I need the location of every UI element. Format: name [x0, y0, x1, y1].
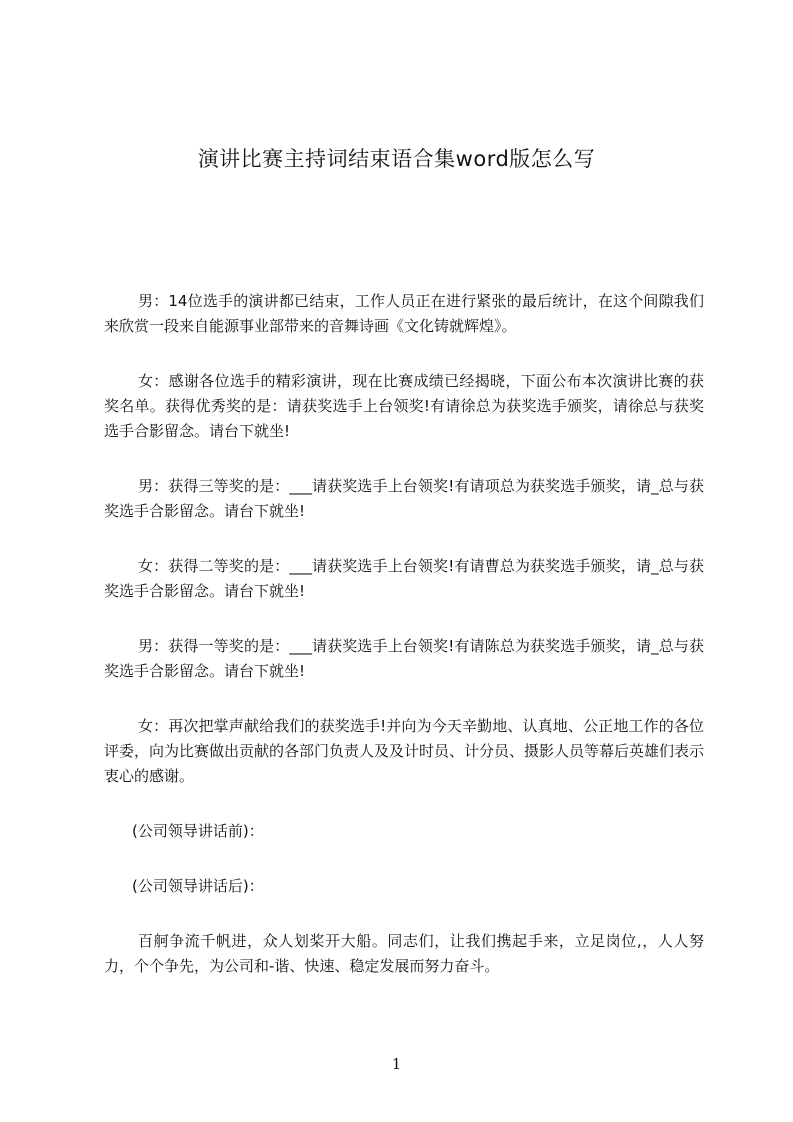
- paragraph-4: 女：获得二等奖的是：___请获奖选手上台领奖!有请曹总为获奖选手颁奖，请_总与获奖选手合影留念。请台下就坐!: [104, 557, 704, 600]
- document-body: [104, 289, 704, 1009]
- document-title: 演讲比赛主持词结束语合集word版怎么写: [197, 147, 596, 171]
- paragraph-8: (公司领导讲话后)：: [132, 877, 264, 895]
- paragraph-3: 男：获得三等奖的是：___请获奖选手上台领奖!有请项总为获奖选手颁奖，请_总与获奖选手合影留念。请台下就坐!: [104, 477, 704, 520]
- page-number: 1: [391, 1055, 402, 1073]
- paragraph-2: 女：感谢各位选手的精彩演讲，现在比赛成绩已经揭晓，下面公布本次演讲比赛的获奖名单。获得优秀奖的是：请获奖选手上台领奖!有请徐总为获奖选手颁奖，请徐总与获奖选手合影留念。请台下就坐!: [104, 372, 704, 440]
- paragraph-1: 男：14位选手的演讲都已结束，工作人员正在进行紧张的最后统计，在这个间隙我们来欣赏一段来自能源事业部带来的音舞诗画《文化铸就辉煌》。: [104, 292, 704, 335]
- paragraph-5: 男：获得一等奖的是：___请获奖选手上台领奖!有请陈总为获奖选手颁奖，请_总与获奖选手合影留念。请台下就坐!: [104, 637, 704, 680]
- paragraph-7: (公司领导讲话前)：: [132, 822, 264, 840]
- paragraph-6: 女：再次把掌声献给我们的获奖选手!并向为今天辛勤地、认真地、公正地工作的各位评委，向为比赛做出贡献的各部门负责人及及计时员、计分员、摄影人员等幕后英雄们表示衷心的感谢。: [104, 717, 705, 785]
- paragraph-9: 百舸争流千帆进，众人划桨开大船。同志们，让我们携起手来，立足岗位,，人人努力，个个争先，为公司和-谐、快速、稳定发展而努力奋斗。: [104, 932, 704, 975]
